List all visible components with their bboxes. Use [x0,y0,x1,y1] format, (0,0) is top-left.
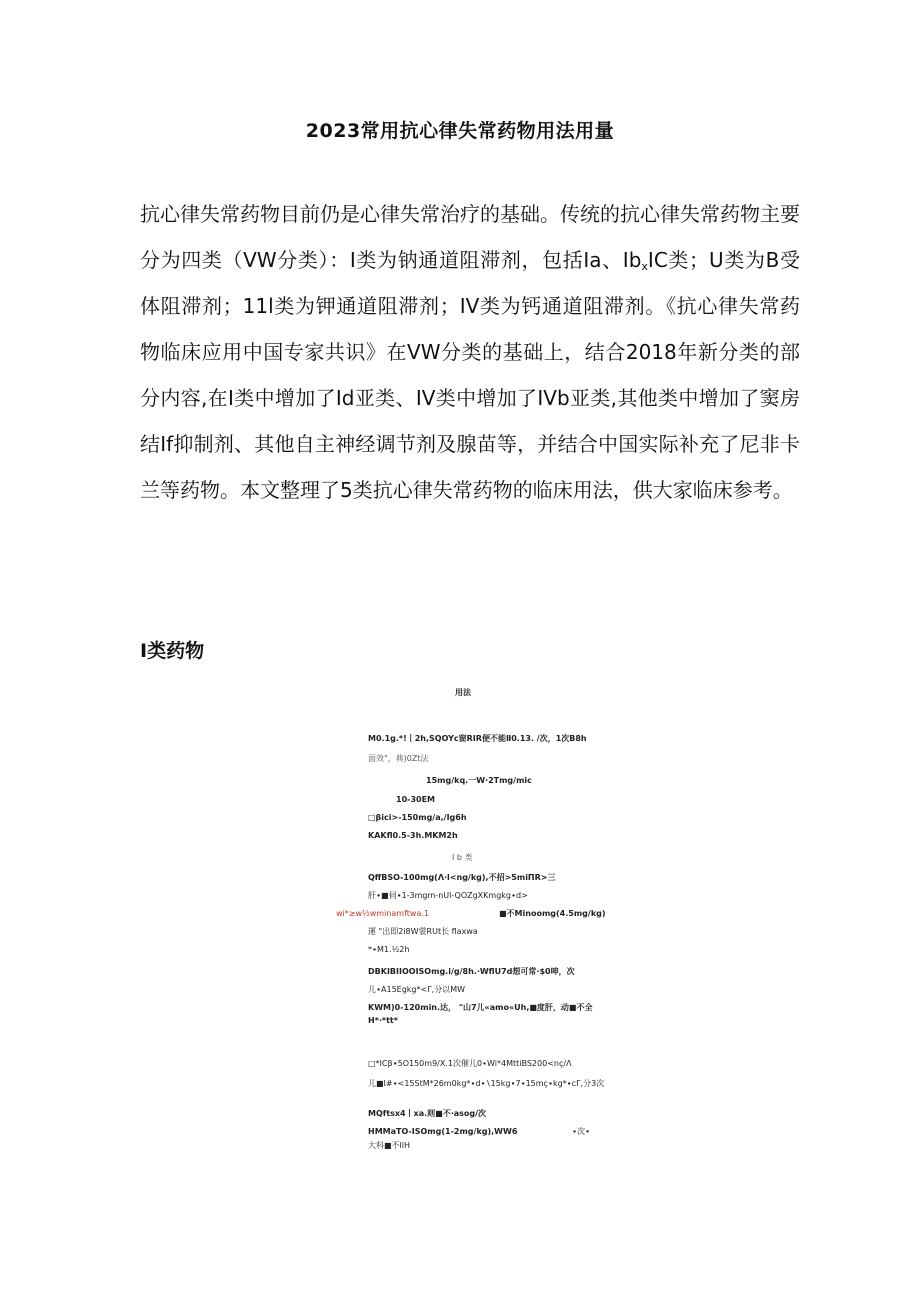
intro-line-8: 供大家临床参考。 [632,478,793,502]
intro-subscript-x: x [641,260,648,273]
table-line: □*ICβ∙5O150m9/X.1次催儿0∙Wi*4MttiBS200<nç/Λ [368,1059,572,1068]
table-line: MQftsx4丨xa.则■不∙asog/次 [368,1109,487,1118]
table-line: DBKIBIIOOISOmg.i∕g/8h.∙WflU7d想可常∙$0呻，次 [368,967,575,976]
table-line: 10-30EM [396,795,436,804]
section-heading-class-i: I类药物 [140,640,205,662]
intro-line-5: 新分类的部分内容,在I类中增加了Id亚类、IV类中增加了IVb亚类,其他 [140,340,801,410]
table-line: H*∙*tt* [368,1016,398,1025]
table-line: 肝∙■伺∙1-3mgm-nUl-QOZgXKmgkg∙d> [368,891,528,900]
intro-line-1: 抗心律失常药物目前仍是心律失常治疗的基础。传统的抗心律失常药物主 [140,202,780,226]
table-line: wi*≥w½wminamftwa.1 [336,909,429,918]
table-header-usage: 用法 [455,688,471,697]
table-line: M0.1g.*!丨2h,SQOYc窗RIR便不能Ⅱ0.13. /次，1次B8h [368,734,587,743]
intro-line-7: 实际补充了尼非卡兰等药物。本文整理了5类抗心律失常药物的临床用法， [140,432,800,502]
document-title: 2023常用抗心律失常药物用法用量 [305,120,615,142]
table-line: 儿∙A15Egkg*<Γ,分以MW [368,985,466,994]
table-line: □βici>-150mg/a,/Ig6h [368,813,467,822]
table-line: 面效"，典)0Zt法 [368,754,429,763]
table-line: HMMaTO-ISOmg(1-2mg/kg),WW6 [368,1127,518,1136]
table-subheader-ib: I b 类 [452,853,473,862]
table-line: 15mg/kq.一W∙2Tmg/mic [426,776,532,785]
intro-line-2: 要分为四类（VW分类）：I类为钠通道阻滞剂，包括Ia、Ib [140,202,800,272]
intro-line-6: 类中增加了窦房结If抑制剂、其他自主神经调节剂及腺苗等，并结合中国 [140,386,801,456]
table-line: 儿■I#∙<15StM*26m0kg*∙d∙∖15kg∙7∙15mç∙kg*∙cΓ,分3次 [368,1079,605,1088]
table-line: ∙次∙ [572,1127,591,1136]
table-line: 運 "岀即2i8W裳RUt长 flaxwa [368,927,478,936]
intro-line-4: 律失常药物临床应用中国专家共识》在VW分类的基础上，结合2018年 [140,294,800,364]
table-line: QffBSO-100mg(Λ∙l<ng/kg),不招>5miΠR>三 [368,873,556,882]
intro-line-3: 为B受体阻滞剂；11l类为钾通道阻滞剂；IV类为钙通道阻滞剂。《抗心 [140,248,800,318]
intro-line-2-end: IC类；U类 [647,248,745,272]
table-line: KAKfl0.5-3h.MKM2h [368,831,458,840]
table-line: ■不Minoomg(4.5mg/kg) [499,909,606,918]
table-line: 大科■不llH [368,1141,411,1150]
table-line: KWM)0-120min.达， "山7儿«amo«Uh,■度肝，动■不全 [368,1003,593,1012]
table-line: *∙M1.½2h [368,945,410,954]
